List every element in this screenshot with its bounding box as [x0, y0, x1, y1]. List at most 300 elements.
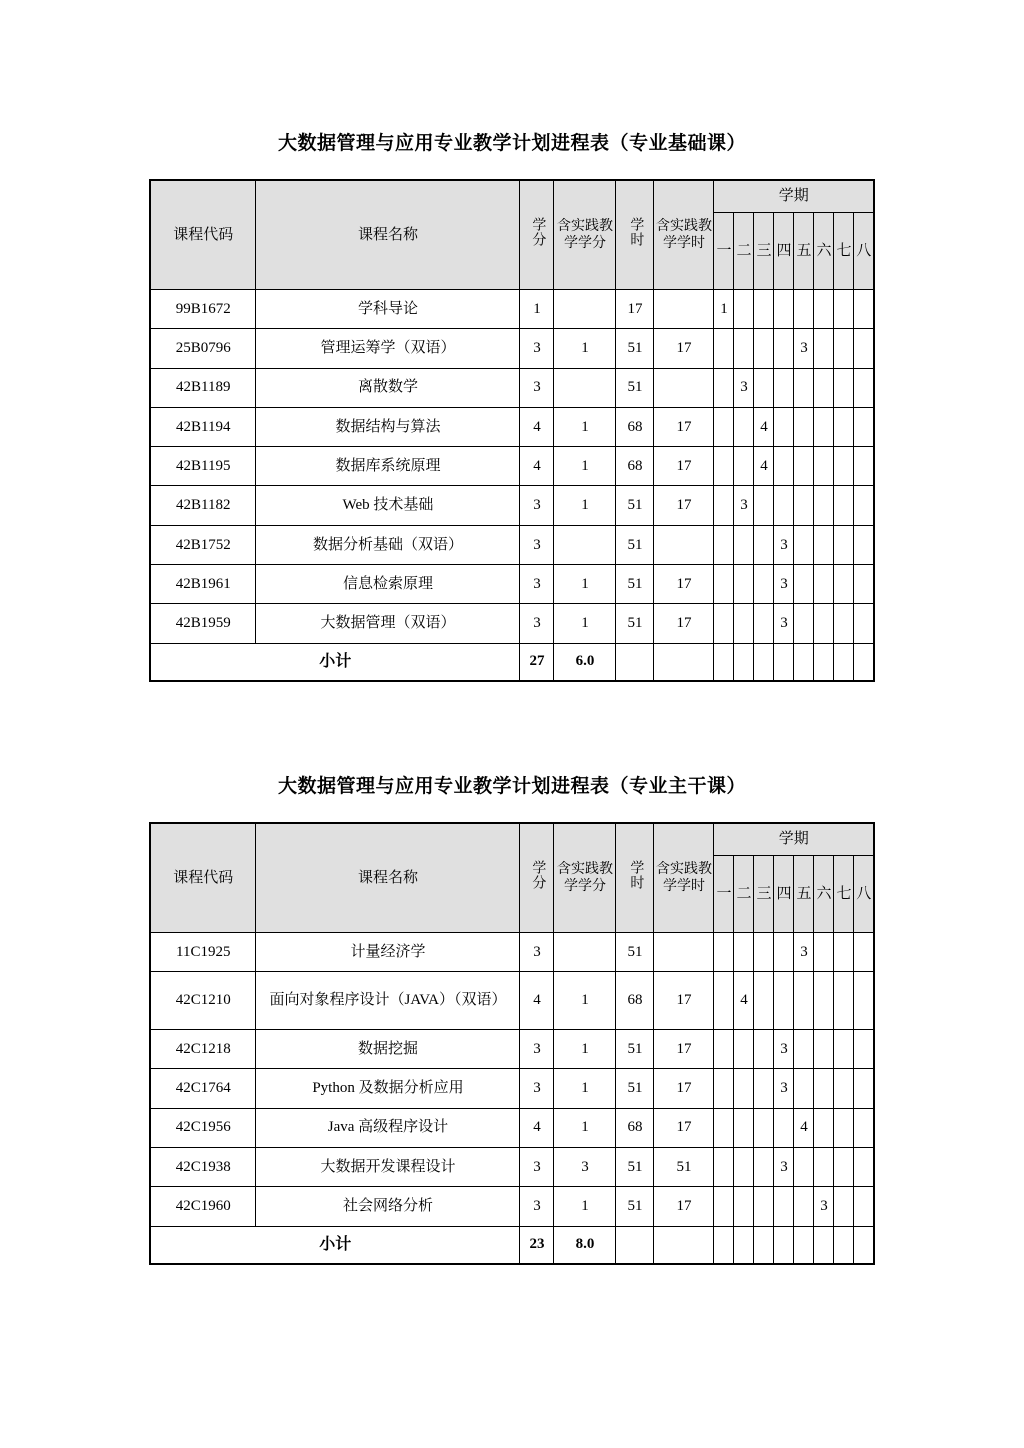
header-term-group: 学期	[714, 823, 874, 855]
cell-term-3	[754, 604, 774, 643]
cell-term-6	[814, 525, 834, 564]
cell-term-4	[774, 329, 794, 368]
cell-credits: 3	[520, 565, 554, 604]
cell-practice-credits	[554, 525, 616, 564]
cell-term-8	[854, 407, 874, 446]
header-term-3: 三	[754, 212, 774, 289]
cell-practice-hours: 17	[654, 1069, 714, 1108]
header-course-name: 课程名称	[256, 180, 520, 290]
cell-term-8	[854, 1108, 874, 1147]
cell-term-1	[714, 1029, 734, 1068]
cell-term-8	[854, 329, 874, 368]
cell-term-1	[714, 933, 734, 972]
cell-term-6	[814, 290, 834, 329]
cell-course-name: 大数据管理（双语）	[256, 604, 520, 643]
header-hours	[616, 823, 654, 933]
cell-course-code: 42C1210	[150, 972, 256, 1030]
cell-term-7	[834, 972, 854, 1030]
cell-term-6	[814, 1029, 834, 1068]
cell-term-6	[814, 447, 834, 486]
cell-total-term-6	[814, 1226, 834, 1264]
cell-term-5: 3	[794, 329, 814, 368]
cell-term-5	[794, 972, 814, 1030]
cell-course-name: 管理运筹学（双语）	[256, 329, 520, 368]
page-title-core: 大数据管理与应用专业教学计划进程表（专业主干课）	[277, 776, 746, 797]
cell-term-2	[734, 1147, 754, 1186]
table-row-total	[150, 1226, 874, 1264]
cell-term-4	[774, 933, 794, 972]
header-term-8: 八	[854, 855, 874, 932]
cell-course-name: Web 技术基础	[256, 486, 520, 525]
cell-practice-credits	[554, 290, 616, 329]
cell-credits: 3	[520, 1147, 554, 1186]
cell-course-code: 42B1959	[150, 604, 256, 643]
cell-term-8	[854, 525, 874, 564]
cell-term-5	[794, 565, 814, 604]
cell-term-6	[814, 604, 834, 643]
cell-course-name: 面向对象程序设计（JAVA）（双语）	[256, 972, 520, 1030]
cell-term-8	[854, 368, 874, 407]
cell-course-code: 42B1195	[150, 447, 256, 486]
cell-credits: 3	[520, 604, 554, 643]
cell-term-1	[714, 447, 734, 486]
cell-hours: 68	[616, 972, 654, 1030]
table-container-core	[0, 822, 1024, 1262]
cell-term-6: 3	[814, 1187, 834, 1226]
cell-term-7	[834, 447, 854, 486]
cell-term-5	[794, 1187, 814, 1226]
cell-practice-credits: 1	[554, 565, 616, 604]
cell-term-5: 3	[794, 933, 814, 972]
cell-course-code: 11C1925	[150, 933, 256, 972]
cell-total-credits: 23	[520, 1226, 554, 1264]
cell-term-7	[834, 1029, 854, 1068]
cell-practice-hours: 17	[654, 329, 714, 368]
cell-total-term-8	[854, 1226, 874, 1264]
cell-practice-hours: 17	[654, 565, 714, 604]
cell-term-2	[734, 290, 754, 329]
table-row-total	[150, 643, 874, 681]
cell-term-2	[734, 1108, 754, 1147]
cell-term-7	[834, 1147, 854, 1186]
cell-hours: 51	[616, 368, 654, 407]
cell-term-3: 4	[754, 407, 774, 446]
cell-term-8	[854, 447, 874, 486]
cell-term-2	[734, 933, 754, 972]
cell-term-3	[754, 329, 774, 368]
header-course-code: 课程代码	[150, 180, 256, 290]
header-course-code: 课程代码	[150, 823, 256, 933]
cell-credits: 3	[520, 933, 554, 972]
cell-term-3	[754, 972, 774, 1030]
cell-term-7	[834, 565, 854, 604]
cell-practice-hours: 17	[654, 1029, 714, 1068]
cell-term-1	[714, 604, 734, 643]
cell-practice-hours: 17	[654, 1187, 714, 1226]
cell-term-1	[714, 1187, 734, 1226]
cell-practice-hours	[654, 525, 714, 564]
cell-practice-hours: 17	[654, 407, 714, 446]
cell-course-code: 42B1189	[150, 368, 256, 407]
cell-term-6	[814, 933, 834, 972]
cell-practice-credits: 1	[554, 329, 616, 368]
cell-hours: 51	[616, 604, 654, 643]
table-row	[150, 933, 874, 972]
cell-term-4	[774, 407, 794, 446]
cell-credits: 3	[520, 329, 554, 368]
cell-practice-credits: 1	[554, 447, 616, 486]
cell-practice-hours: 51	[654, 1147, 714, 1186]
cell-credits: 3	[520, 1187, 554, 1226]
header-term-2: 二	[734, 212, 754, 289]
cell-term-6	[814, 329, 834, 368]
cell-course-code: 99B1672	[150, 290, 256, 329]
header-term-group: 学期	[714, 180, 874, 212]
cell-term-1	[714, 329, 734, 368]
cell-term-1: 1	[714, 290, 734, 329]
cell-term-6	[814, 368, 834, 407]
cell-term-4	[774, 1187, 794, 1226]
cell-term-7	[834, 604, 854, 643]
cell-term-4	[774, 486, 794, 525]
cell-term-8	[854, 1029, 874, 1068]
header-term-5: 五	[794, 855, 814, 932]
header-credits	[520, 823, 554, 933]
cell-total-term-1	[714, 643, 734, 681]
cell-term-5	[794, 604, 814, 643]
cell-total-label: 小计	[150, 643, 520, 681]
cell-term-2	[734, 407, 754, 446]
cell-total-term-1	[714, 1226, 734, 1264]
cell-practice-credits: 1	[554, 604, 616, 643]
cell-hours: 51	[616, 1147, 654, 1186]
cell-credits: 3	[520, 525, 554, 564]
cell-term-3	[754, 565, 774, 604]
cell-total-practice-hours	[654, 643, 714, 681]
cell-course-name: 计量经济学	[256, 933, 520, 972]
cell-practice-credits: 1	[554, 972, 616, 1030]
cell-course-code: 42C1960	[150, 1187, 256, 1226]
cell-term-4: 3	[774, 604, 794, 643]
table-body-core	[150, 933, 874, 1265]
cell-term-1	[714, 1108, 734, 1147]
cell-term-1	[714, 486, 734, 525]
section-basic-courses	[0, 0, 1024, 679]
header-term-6: 六	[814, 212, 834, 289]
cell-credits: 1	[520, 290, 554, 329]
cell-term-3	[754, 486, 774, 525]
cell-term-4: 3	[774, 1069, 794, 1108]
cell-term-2	[734, 329, 754, 368]
cell-term-5	[794, 525, 814, 564]
cell-term-7	[834, 1069, 854, 1108]
cell-term-7	[834, 933, 854, 972]
cell-total-hours	[616, 1226, 654, 1264]
cell-total-credits: 27	[520, 643, 554, 681]
cell-hours: 68	[616, 407, 654, 446]
table-body-basic	[150, 290, 874, 682]
cell-term-5	[794, 447, 814, 486]
cell-term-4	[774, 1108, 794, 1147]
cell-term-8	[854, 933, 874, 972]
cell-credits: 3	[520, 1029, 554, 1068]
cell-term-5	[794, 368, 814, 407]
cell-course-code: 42B1961	[150, 565, 256, 604]
cell-total-practice-credits: 6.0	[554, 643, 616, 681]
cell-practice-credits: 3	[554, 1147, 616, 1186]
cell-term-4	[774, 290, 794, 329]
cell-hours: 68	[616, 1108, 654, 1147]
cell-course-name: Java 高级程序设计	[256, 1108, 520, 1147]
cell-total-term-2	[734, 1226, 754, 1264]
cell-term-8	[854, 1069, 874, 1108]
cell-term-7	[834, 486, 854, 525]
cell-credits: 4	[520, 407, 554, 446]
cell-term-1	[714, 1147, 734, 1186]
header-practice-credits: 含实践教学学分	[554, 823, 616, 933]
cell-course-name: 社会网络分析	[256, 1187, 520, 1226]
cell-course-code: 42B1194	[150, 407, 256, 446]
cell-term-2	[734, 1187, 754, 1226]
cell-credits: 3	[520, 1069, 554, 1108]
cell-course-code: 42C1218	[150, 1029, 256, 1068]
header-term-2: 二	[734, 855, 754, 932]
header-course-name: 课程名称	[256, 823, 520, 933]
section-core-courses	[0, 679, 1024, 1262]
cell-term-3	[754, 1147, 774, 1186]
header-term-7: 七	[834, 855, 854, 932]
cell-term-3: 4	[754, 447, 774, 486]
cell-hours: 17	[616, 290, 654, 329]
cell-term-6	[814, 407, 834, 446]
header-hours-text: 学时	[628, 860, 644, 891]
table-row	[150, 1069, 874, 1108]
header-hours	[616, 180, 654, 290]
table-row	[150, 447, 874, 486]
cell-term-7	[834, 407, 854, 446]
header-hours-text: 学时	[628, 217, 644, 248]
cell-term-1	[714, 525, 734, 564]
page-title-basic: 大数据管理与应用专业教学计划进程表（专业基础课）	[277, 133, 746, 154]
header-credits	[520, 180, 554, 290]
header-term-8: 八	[854, 212, 874, 289]
cell-credits: 4	[520, 1108, 554, 1147]
header-term-3: 三	[754, 855, 774, 932]
table-container-basic	[0, 179, 1024, 679]
cell-term-1	[714, 1069, 734, 1108]
cell-practice-hours: 17	[654, 972, 714, 1030]
header-practice-hours: 含实践教学学时	[654, 823, 714, 933]
cell-term-2	[734, 604, 754, 643]
cell-practice-hours: 17	[654, 604, 714, 643]
cell-term-6	[814, 972, 834, 1030]
table-row	[150, 565, 874, 604]
cell-term-6	[814, 1108, 834, 1147]
header-term-6: 六	[814, 855, 834, 932]
cell-credits: 4	[520, 447, 554, 486]
cell-term-4: 3	[774, 565, 794, 604]
table-row	[150, 368, 874, 407]
cell-term-8	[854, 1147, 874, 1186]
cell-term-8	[854, 486, 874, 525]
cell-total-term-5	[794, 643, 814, 681]
cell-course-code: 42C1956	[150, 1108, 256, 1147]
cell-practice-credits	[554, 368, 616, 407]
cell-term-6	[814, 565, 834, 604]
header-term-4: 四	[774, 855, 794, 932]
cell-term-2: 4	[734, 972, 754, 1030]
cell-term-3	[754, 1108, 774, 1147]
cell-term-5	[794, 290, 814, 329]
cell-hours: 51	[616, 486, 654, 525]
cell-term-2	[734, 565, 754, 604]
cell-practice-credits: 1	[554, 407, 616, 446]
cell-practice-hours	[654, 290, 714, 329]
cell-term-4	[774, 972, 794, 1030]
header-term-1: 一	[714, 212, 734, 289]
table-row	[150, 972, 874, 1030]
cell-term-5: 4	[794, 1108, 814, 1147]
cell-term-5	[794, 1147, 814, 1186]
cell-term-1	[714, 565, 734, 604]
cell-practice-hours	[654, 933, 714, 972]
cell-course-code: 42B1752	[150, 525, 256, 564]
table-row	[150, 407, 874, 446]
cell-term-2	[734, 1029, 754, 1068]
cell-term-3	[754, 933, 774, 972]
cell-term-4: 3	[774, 525, 794, 564]
cell-credits: 3	[520, 368, 554, 407]
cell-course-code: 42C1938	[150, 1147, 256, 1186]
cell-term-7	[834, 525, 854, 564]
cell-term-2	[734, 447, 754, 486]
cell-total-hours	[616, 643, 654, 681]
cell-term-7	[834, 329, 854, 368]
cell-term-5	[794, 407, 814, 446]
cell-total-term-4	[774, 1226, 794, 1264]
cell-course-code: 42B1182	[150, 486, 256, 525]
cell-course-name: 数据挖掘	[256, 1029, 520, 1068]
cell-hours: 51	[616, 525, 654, 564]
cell-term-3	[754, 368, 774, 407]
cell-term-5	[794, 1069, 814, 1108]
cell-course-name: 数据结构与算法	[256, 407, 520, 446]
cell-practice-credits: 1	[554, 486, 616, 525]
table-row	[150, 290, 874, 329]
cell-term-1	[714, 368, 734, 407]
cell-term-8	[854, 1187, 874, 1226]
cell-term-4	[774, 447, 794, 486]
cell-term-5	[794, 1029, 814, 1068]
cell-practice-credits: 1	[554, 1069, 616, 1108]
table-row	[150, 525, 874, 564]
cell-total-term-4	[774, 643, 794, 681]
cell-term-3	[754, 290, 774, 329]
cell-hours: 68	[616, 447, 654, 486]
cell-term-8	[854, 565, 874, 604]
cell-total-term-8	[854, 643, 874, 681]
header-practice-credits: 含实践教学学分	[554, 180, 616, 290]
header-credits-text: 学分	[530, 217, 546, 248]
cell-term-6	[814, 1069, 834, 1108]
table-row	[150, 604, 874, 643]
cell-total-practice-credits: 8.0	[554, 1226, 616, 1264]
cell-practice-credits: 1	[554, 1029, 616, 1068]
table-row	[150, 486, 874, 525]
cell-practice-hours: 17	[654, 486, 714, 525]
cell-course-name: 大数据开发课程设计	[256, 1147, 520, 1186]
cell-practice-hours: 17	[654, 1108, 714, 1147]
cell-course-name: Python 及数据分析应用	[256, 1069, 520, 1108]
cell-hours: 51	[616, 933, 654, 972]
cell-total-practice-hours	[654, 1226, 714, 1264]
cell-hours: 51	[616, 565, 654, 604]
cell-course-code: 25B0796	[150, 329, 256, 368]
cell-total-term-7	[834, 1226, 854, 1264]
cell-term-4: 3	[774, 1147, 794, 1186]
cell-term-7	[834, 290, 854, 329]
cell-course-name: 离散数学	[256, 368, 520, 407]
cell-practice-hours	[654, 368, 714, 407]
cell-term-7	[834, 1187, 854, 1226]
cell-total-term-5	[794, 1226, 814, 1264]
header-term-1: 一	[714, 855, 734, 932]
cell-term-2	[734, 1069, 754, 1108]
cell-term-3	[754, 1029, 774, 1068]
table-row	[150, 329, 874, 368]
cell-term-8	[854, 604, 874, 643]
table-row	[150, 1108, 874, 1147]
cell-term-1	[714, 972, 734, 1030]
header-term-4: 四	[774, 212, 794, 289]
cell-term-3	[754, 1187, 774, 1226]
table-row	[150, 1029, 874, 1068]
cell-hours: 51	[616, 1069, 654, 1108]
cell-term-5	[794, 486, 814, 525]
cell-total-term-2	[734, 643, 754, 681]
cell-practice-credits: 1	[554, 1108, 616, 1147]
cell-term-7	[834, 1108, 854, 1147]
cell-term-3	[754, 525, 774, 564]
cell-total-term-3	[754, 1226, 774, 1264]
cell-practice-credits	[554, 933, 616, 972]
cell-course-code: 42C1764	[150, 1069, 256, 1108]
cell-term-6	[814, 486, 834, 525]
cell-course-name: 数据库系统原理	[256, 447, 520, 486]
cell-total-term-6	[814, 643, 834, 681]
cell-term-2	[734, 525, 754, 564]
cell-practice-hours: 17	[654, 447, 714, 486]
course-plan-table-core	[149, 822, 875, 1265]
cell-practice-credits: 1	[554, 1187, 616, 1226]
cell-hours: 51	[616, 1187, 654, 1226]
header-practice-hours: 含实践教学学时	[654, 180, 714, 290]
cell-total-label: 小计	[150, 1226, 520, 1264]
cell-term-2: 3	[734, 486, 754, 525]
cell-term-6	[814, 1147, 834, 1186]
cell-term-4	[774, 368, 794, 407]
header-credits-text: 学分	[530, 860, 546, 891]
cell-hours: 51	[616, 1029, 654, 1068]
cell-hours: 51	[616, 329, 654, 368]
cell-term-7	[834, 368, 854, 407]
cell-course-name: 学科导论	[256, 290, 520, 329]
cell-term-8	[854, 290, 874, 329]
cell-term-4: 3	[774, 1029, 794, 1068]
cell-term-1	[714, 407, 734, 446]
cell-total-term-7	[834, 643, 854, 681]
cell-course-name: 信息检索原理	[256, 565, 520, 604]
